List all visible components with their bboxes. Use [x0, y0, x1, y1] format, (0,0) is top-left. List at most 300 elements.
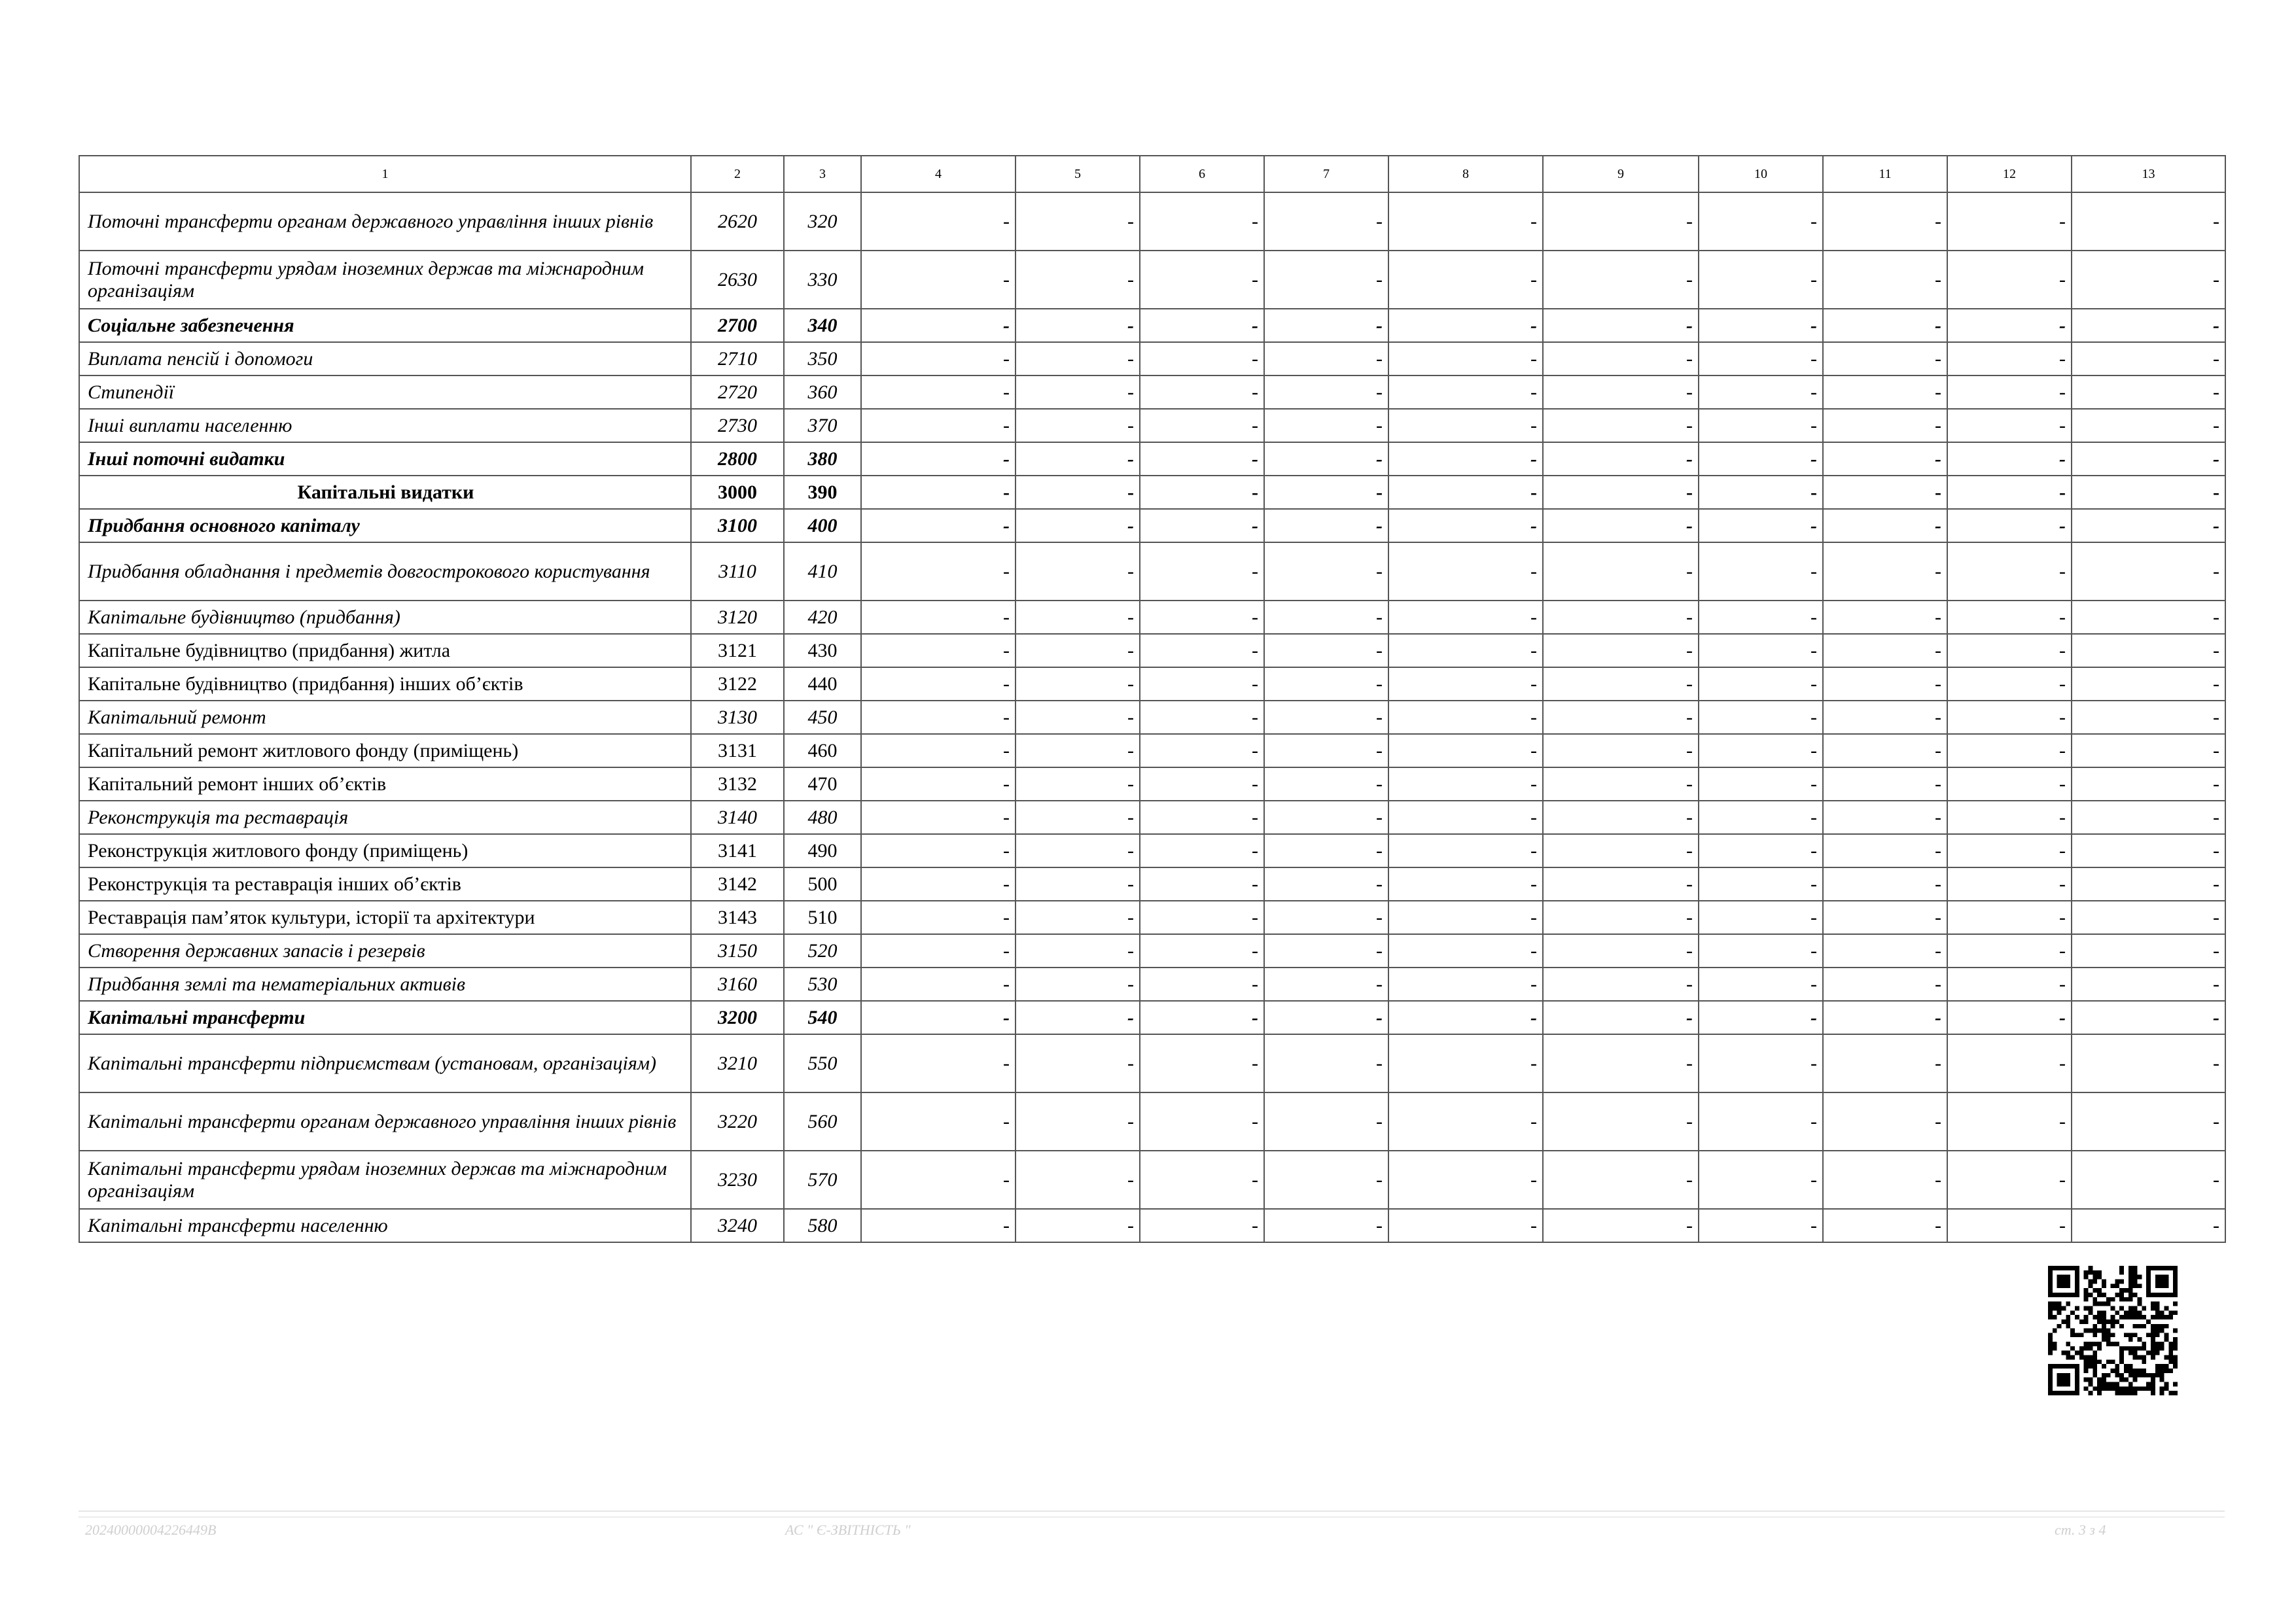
- row-code-cell: 2730: [691, 409, 784, 442]
- value-cell: -: [1388, 1209, 1543, 1242]
- value-cell: -: [1388, 867, 1543, 901]
- value-cell: -: [1140, 192, 1264, 251]
- table-row: [79, 767, 2225, 801]
- value-cell: -: [1699, 801, 1823, 834]
- value-cell: -: [1016, 834, 1140, 867]
- row-name-cell: Придбання обладнання і предметів довгострокового користування: [79, 542, 691, 601]
- value-cell: -: [2072, 867, 2225, 901]
- row-line-cell: 440: [784, 667, 861, 701]
- value-cell: -: [1947, 767, 2072, 801]
- value-cell: -: [1264, 1001, 1388, 1034]
- value-cell: -: [1543, 342, 1699, 375]
- value-cell: -: [861, 667, 1016, 701]
- row-line-cell: 570: [784, 1151, 861, 1209]
- value-cell: -: [1016, 476, 1140, 509]
- value-cell: -: [1140, 834, 1264, 867]
- table-row: [79, 1092, 2225, 1151]
- value-cell: -: [1699, 192, 1823, 251]
- row-line-cell: 470: [784, 767, 861, 801]
- row-code-cell: 3143: [691, 901, 784, 934]
- row-line-cell: 350: [784, 342, 861, 375]
- row-name-cell: Капітальні трансферти органам державного управління інших рівнів: [79, 1092, 691, 1151]
- value-cell: -: [1388, 767, 1543, 801]
- value-cell: -: [1388, 734, 1543, 767]
- value-cell: -: [1264, 1151, 1388, 1209]
- value-cell: -: [1264, 442, 1388, 476]
- value-cell: -: [861, 767, 1016, 801]
- value-cell: -: [1264, 701, 1388, 734]
- row-code-cell: 3000: [691, 476, 784, 509]
- row-code-cell: 3150: [691, 934, 784, 968]
- value-cell: -: [1699, 1151, 1823, 1209]
- row-name-cell: Капітальні трансферти підприємствам (установам, організаціям): [79, 1034, 691, 1092]
- row-name-cell: Придбання основного капіталу: [79, 509, 691, 542]
- value-cell: -: [1140, 509, 1264, 542]
- column-number-cell: 6: [1140, 156, 1264, 192]
- value-cell: -: [1699, 309, 1823, 342]
- row-code-cell: 3230: [691, 1151, 784, 1209]
- row-line-cell: 370: [784, 409, 861, 442]
- row-code-cell: 2800: [691, 442, 784, 476]
- value-cell: -: [1543, 509, 1699, 542]
- value-cell: -: [1140, 542, 1264, 601]
- row-code-cell: 3240: [691, 1209, 784, 1242]
- value-cell: -: [1947, 251, 2072, 309]
- value-cell: -: [1823, 251, 1947, 309]
- value-cell: -: [1388, 834, 1543, 867]
- value-cell: -: [1699, 509, 1823, 542]
- value-cell: -: [1823, 767, 1947, 801]
- value-cell: -: [1140, 601, 1264, 634]
- value-cell: -: [1699, 601, 1823, 634]
- value-cell: -: [2072, 251, 2225, 309]
- table-row: [79, 801, 2225, 834]
- value-cell: -: [1388, 1151, 1543, 1209]
- value-cell: -: [2072, 667, 2225, 701]
- value-cell: -: [1543, 867, 1699, 901]
- value-cell: -: [1823, 192, 1947, 251]
- value-cell: -: [1264, 375, 1388, 409]
- value-cell: -: [1699, 934, 1823, 968]
- value-cell: -: [861, 409, 1016, 442]
- value-cell: -: [861, 634, 1016, 667]
- value-cell: -: [1947, 667, 2072, 701]
- row-name-cell: Стипендії: [79, 375, 691, 409]
- table-body: [79, 156, 2225, 1242]
- value-cell: -: [1947, 934, 2072, 968]
- table-row: [79, 542, 2225, 601]
- value-cell: -: [1388, 509, 1543, 542]
- value-cell: -: [1699, 767, 1823, 801]
- value-cell: -: [1947, 968, 2072, 1001]
- value-cell: -: [1016, 1001, 1140, 1034]
- value-cell: -: [1543, 309, 1699, 342]
- value-cell: -: [1388, 309, 1543, 342]
- row-name-cell: Інші поточні видатки: [79, 442, 691, 476]
- column-number-cell: 5: [1016, 156, 1140, 192]
- value-cell: -: [861, 1001, 1016, 1034]
- value-cell: -: [861, 968, 1016, 1001]
- value-cell: -: [1823, 1092, 1947, 1151]
- value-cell: -: [1140, 1092, 1264, 1151]
- table-row: [79, 734, 2225, 767]
- value-cell: -: [1699, 251, 1823, 309]
- row-code-cell: 3141: [691, 834, 784, 867]
- table-row: [79, 968, 2225, 1001]
- value-cell: -: [1823, 1151, 1947, 1209]
- row-name-cell: Поточні трансферти урядам іноземних держав та міжнародним організаціям: [79, 251, 691, 309]
- value-cell: -: [2072, 1151, 2225, 1209]
- value-cell: -: [861, 1151, 1016, 1209]
- value-cell: -: [1388, 1001, 1543, 1034]
- value-cell: -: [2072, 1001, 2225, 1034]
- value-cell: -: [1543, 476, 1699, 509]
- value-cell: -: [1543, 767, 1699, 801]
- row-line-cell: 410: [784, 542, 861, 601]
- value-cell: -: [1823, 542, 1947, 601]
- value-cell: -: [1264, 1034, 1388, 1092]
- row-line-cell: 560: [784, 1092, 861, 1151]
- value-cell: -: [1947, 375, 2072, 409]
- value-cell: -: [1388, 701, 1543, 734]
- value-cell: -: [861, 442, 1016, 476]
- value-cell: -: [1699, 867, 1823, 901]
- value-cell: -: [1823, 509, 1947, 542]
- value-cell: -: [1388, 476, 1543, 509]
- value-cell: -: [861, 701, 1016, 734]
- value-cell: -: [1543, 442, 1699, 476]
- row-code-cell: 3132: [691, 767, 784, 801]
- value-cell: -: [1388, 901, 1543, 934]
- row-line-cell: 380: [784, 442, 861, 476]
- value-cell: -: [1388, 634, 1543, 667]
- row-line-cell: 390: [784, 476, 861, 509]
- report-table: [79, 155, 2226, 1243]
- value-cell: -: [1140, 1001, 1264, 1034]
- value-cell: -: [1016, 634, 1140, 667]
- value-cell: -: [1388, 1092, 1543, 1151]
- value-cell: -: [1947, 734, 2072, 767]
- row-line-cell: 420: [784, 601, 861, 634]
- value-cell: -: [1140, 801, 1264, 834]
- value-cell: -: [1140, 1034, 1264, 1092]
- value-cell: -: [1388, 342, 1543, 375]
- value-cell: -: [1699, 634, 1823, 667]
- value-cell: -: [1264, 1092, 1388, 1151]
- row-line-cell: 500: [784, 867, 861, 901]
- value-cell: -: [1699, 667, 1823, 701]
- value-cell: -: [2072, 409, 2225, 442]
- value-cell: -: [1543, 1092, 1699, 1151]
- column-number-row: [79, 156, 2225, 192]
- column-number-cell: 10: [1699, 156, 1823, 192]
- value-cell: -: [1140, 442, 1264, 476]
- value-cell: -: [2072, 601, 2225, 634]
- value-cell: -: [1140, 667, 1264, 701]
- value-cell: -: [1947, 409, 2072, 442]
- value-cell: -: [861, 309, 1016, 342]
- column-number-cell: 11: [1823, 156, 1947, 192]
- value-cell: -: [861, 901, 1016, 934]
- value-cell: -: [1016, 801, 1140, 834]
- column-number-cell: 2: [691, 156, 784, 192]
- value-cell: -: [1823, 634, 1947, 667]
- value-cell: -: [2072, 1034, 2225, 1092]
- value-cell: -: [861, 375, 1016, 409]
- value-cell: -: [1140, 767, 1264, 801]
- value-cell: -: [1543, 968, 1699, 1001]
- table-row: [79, 1151, 2225, 1209]
- row-code-cell: 3131: [691, 734, 784, 767]
- value-cell: -: [1388, 601, 1543, 634]
- value-cell: -: [1823, 409, 1947, 442]
- value-cell: -: [1016, 601, 1140, 634]
- value-cell: -: [1016, 734, 1140, 767]
- value-cell: -: [1388, 409, 1543, 442]
- value-cell: -: [1543, 834, 1699, 867]
- value-cell: -: [1388, 375, 1543, 409]
- value-cell: -: [1823, 701, 1947, 734]
- table-row: [79, 509, 2225, 542]
- value-cell: -: [1543, 1209, 1699, 1242]
- value-cell: -: [1823, 934, 1947, 968]
- value-cell: -: [1140, 867, 1264, 901]
- row-code-cell: 3110: [691, 542, 784, 601]
- value-cell: -: [1823, 867, 1947, 901]
- row-name-cell: Соціальне забезпечення: [79, 309, 691, 342]
- row-line-cell: 510: [784, 901, 861, 934]
- value-cell: -: [861, 934, 1016, 968]
- table-row: [79, 901, 2225, 934]
- row-line-cell: 540: [784, 1001, 861, 1034]
- table-row: [79, 442, 2225, 476]
- value-cell: -: [1388, 968, 1543, 1001]
- value-cell: -: [1264, 342, 1388, 375]
- value-cell: -: [1140, 1151, 1264, 1209]
- value-cell: -: [1140, 634, 1264, 667]
- value-cell: -: [2072, 309, 2225, 342]
- value-cell: -: [1140, 375, 1264, 409]
- row-name-cell: Придбання землі та нематеріальних активів: [79, 968, 691, 1001]
- value-cell: -: [1016, 409, 1140, 442]
- value-cell: -: [1543, 634, 1699, 667]
- row-code-cell: 2710: [691, 342, 784, 375]
- value-cell: -: [861, 1034, 1016, 1092]
- value-cell: -: [1264, 968, 1388, 1001]
- value-cell: -: [1016, 767, 1140, 801]
- value-cell: -: [1264, 834, 1388, 867]
- value-cell: -: [1543, 409, 1699, 442]
- value-cell: -: [2072, 934, 2225, 968]
- footer-system-name: АС " Є-ЗВІТНІСТЬ ": [785, 1522, 911, 1538]
- value-cell: -: [1140, 251, 1264, 309]
- value-cell: -: [1947, 1209, 2072, 1242]
- row-name-cell: Капітальне будівництво (придбання): [79, 601, 691, 634]
- table-row: [79, 309, 2225, 342]
- value-cell: -: [1016, 1092, 1140, 1151]
- value-cell: -: [1543, 734, 1699, 767]
- value-cell: -: [1016, 251, 1140, 309]
- value-cell: -: [1947, 192, 2072, 251]
- row-line-cell: 580: [784, 1209, 861, 1242]
- value-cell: -: [1264, 601, 1388, 634]
- column-number-cell: 7: [1264, 156, 1388, 192]
- value-cell: -: [861, 251, 1016, 309]
- value-cell: -: [1947, 1001, 2072, 1034]
- value-cell: -: [1947, 476, 2072, 509]
- row-name-cell: Інші виплати населенню: [79, 409, 691, 442]
- value-cell: -: [1543, 701, 1699, 734]
- table-row: [79, 701, 2225, 734]
- value-cell: -: [1264, 309, 1388, 342]
- value-cell: -: [2072, 375, 2225, 409]
- value-cell: -: [2072, 767, 2225, 801]
- value-cell: -: [1140, 342, 1264, 375]
- qr-code-icon: [2048, 1266, 2178, 1395]
- value-cell: -: [1947, 901, 2072, 934]
- value-cell: -: [1823, 834, 1947, 867]
- value-cell: -: [1140, 1209, 1264, 1242]
- value-cell: -: [861, 734, 1016, 767]
- value-cell: -: [1699, 968, 1823, 1001]
- value-cell: -: [1140, 901, 1264, 934]
- value-cell: -: [1016, 1034, 1140, 1092]
- value-cell: -: [1947, 342, 2072, 375]
- row-code-cell: 3142: [691, 867, 784, 901]
- value-cell: -: [1264, 192, 1388, 251]
- row-name-cell: Капітальне будівництво (придбання) житла: [79, 634, 691, 667]
- value-cell: -: [861, 601, 1016, 634]
- value-cell: -: [1543, 801, 1699, 834]
- value-cell: -: [861, 834, 1016, 867]
- value-cell: -: [1823, 734, 1947, 767]
- value-cell: -: [1947, 309, 2072, 342]
- value-cell: -: [861, 476, 1016, 509]
- value-cell: -: [861, 1209, 1016, 1242]
- value-cell: -: [1016, 701, 1140, 734]
- value-cell: -: [1823, 901, 1947, 934]
- value-cell: -: [1947, 542, 2072, 601]
- value-cell: -: [1543, 667, 1699, 701]
- row-line-cell: 490: [784, 834, 861, 867]
- value-cell: -: [2072, 968, 2225, 1001]
- value-cell: -: [1264, 801, 1388, 834]
- column-number-cell: 13: [2072, 156, 2225, 192]
- table-row: [79, 251, 2225, 309]
- table-row: [79, 1209, 2225, 1242]
- value-cell: -: [1264, 1209, 1388, 1242]
- value-cell: -: [1947, 634, 2072, 667]
- row-code-cell: 3160: [691, 968, 784, 1001]
- value-cell: -: [2072, 834, 2225, 867]
- value-cell: -: [1699, 901, 1823, 934]
- row-code-cell: 2630: [691, 251, 784, 309]
- table-row: [79, 1034, 2225, 1092]
- value-cell: -: [1016, 1151, 1140, 1209]
- value-cell: -: [2072, 442, 2225, 476]
- value-cell: -: [1264, 901, 1388, 934]
- value-cell: -: [861, 801, 1016, 834]
- value-cell: -: [1388, 192, 1543, 251]
- value-cell: -: [1947, 1034, 2072, 1092]
- value-cell: -: [1823, 342, 1947, 375]
- row-line-cell: 520: [784, 934, 861, 968]
- value-cell: -: [2072, 801, 2225, 834]
- value-cell: -: [1823, 1034, 1947, 1092]
- value-cell: -: [2072, 701, 2225, 734]
- value-cell: -: [2072, 342, 2225, 375]
- table-row: [79, 409, 2225, 442]
- value-cell: -: [1699, 442, 1823, 476]
- value-cell: -: [1823, 1001, 1947, 1034]
- value-cell: -: [1264, 634, 1388, 667]
- value-cell: -: [1016, 509, 1140, 542]
- row-code-cell: 3100: [691, 509, 784, 542]
- value-cell: -: [1016, 192, 1140, 251]
- row-line-cell: 330: [784, 251, 861, 309]
- value-cell: -: [1947, 509, 2072, 542]
- row-code-cell: 2700: [691, 309, 784, 342]
- column-number-cell: 8: [1388, 156, 1543, 192]
- value-cell: -: [1947, 1092, 2072, 1151]
- value-cell: -: [1264, 251, 1388, 309]
- value-cell: -: [1388, 1034, 1543, 1092]
- column-number-cell: 1: [79, 156, 691, 192]
- row-code-cell: 3220: [691, 1092, 784, 1151]
- value-cell: -: [1388, 934, 1543, 968]
- column-number-cell: 3: [784, 156, 861, 192]
- value-cell: -: [1947, 834, 2072, 867]
- value-cell: -: [1823, 442, 1947, 476]
- value-cell: -: [1016, 542, 1140, 601]
- value-cell: -: [1016, 309, 1140, 342]
- value-cell: -: [1823, 968, 1947, 1001]
- row-line-cell: 360: [784, 375, 861, 409]
- column-number-cell: 9: [1543, 156, 1699, 192]
- value-cell: -: [1140, 476, 1264, 509]
- row-name-cell: Реконструкція житлового фонду (приміщень): [79, 834, 691, 867]
- footer-page-number: ст. 3 з 4: [2055, 1522, 2106, 1538]
- row-name-cell: Реконструкція та реставрація: [79, 801, 691, 834]
- value-cell: -: [1016, 901, 1140, 934]
- value-cell: -: [1543, 542, 1699, 601]
- column-number-cell: 4: [861, 156, 1016, 192]
- value-cell: -: [1016, 342, 1140, 375]
- value-cell: -: [1264, 667, 1388, 701]
- row-code-cell: 3140: [691, 801, 784, 834]
- value-cell: -: [1016, 934, 1140, 968]
- value-cell: -: [1823, 601, 1947, 634]
- value-cell: -: [1016, 867, 1140, 901]
- value-cell: -: [1264, 867, 1388, 901]
- value-cell: -: [1823, 801, 1947, 834]
- row-name-cell: Капітальні трансферти населенню: [79, 1209, 691, 1242]
- row-code-cell: 3210: [691, 1034, 784, 1092]
- row-line-cell: 550: [784, 1034, 861, 1092]
- row-code-cell: 3122: [691, 667, 784, 701]
- row-name-cell: Капітальний ремонт житлового фонду (приміщень): [79, 734, 691, 767]
- value-cell: -: [1388, 251, 1543, 309]
- value-cell: -: [2072, 1209, 2225, 1242]
- row-line-cell: 450: [784, 701, 861, 734]
- value-cell: -: [1543, 934, 1699, 968]
- footer-document-id: 20240000004226449B: [85, 1522, 217, 1538]
- table-row: [79, 634, 2225, 667]
- value-cell: -: [861, 542, 1016, 601]
- value-cell: -: [861, 192, 1016, 251]
- value-cell: -: [1823, 1209, 1947, 1242]
- row-name-cell: Створення державних запасів і резервів: [79, 934, 691, 968]
